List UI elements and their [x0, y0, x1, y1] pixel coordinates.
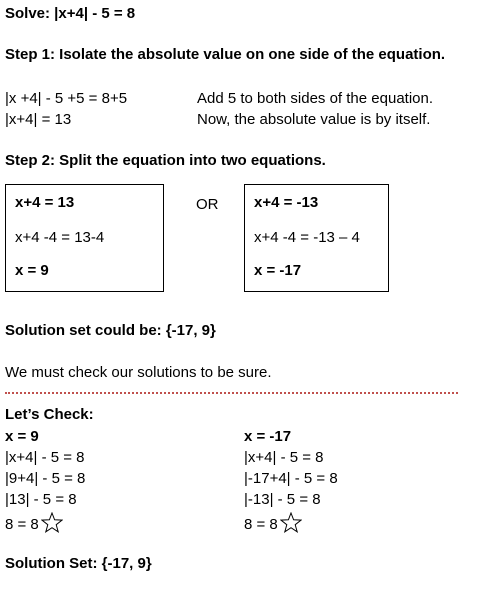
- check-left-line1: |x+4| - 5 = 8: [5, 449, 85, 466]
- step1-row1-equation: |x +4| - 5 +5 = 8+5: [5, 90, 128, 107]
- step2-heading: Step 2: Split the equation into two equations.: [5, 152, 326, 169]
- check-right-line3: |-13| - 5 = 8: [244, 491, 321, 508]
- step1-row2-equation: |x+4| = 13: [5, 111, 72, 128]
- or-label: OR: [196, 196, 219, 213]
- check-right-line2: |-17+4| - 5 = 8: [244, 470, 338, 487]
- right-box-line1: x+4 = -13: [254, 194, 319, 211]
- star-icon: [280, 512, 302, 538]
- left-box-line2: x+4 -4 = 13-4: [15, 229, 105, 246]
- solution-set: Solution Set: {-17, 9}: [5, 555, 152, 572]
- check-heading: Let’s Check:: [5, 406, 94, 423]
- star-icon: [41, 512, 63, 538]
- left-box-line3: x = 9: [15, 262, 49, 279]
- step1-row2-note: Now, the absolute value is by itself.: [197, 111, 431, 128]
- problem-title: Solve: |x+4| - 5 = 8: [5, 5, 136, 22]
- step1-heading: Step 1: Isolate the absolute value on one side of the equation.: [5, 46, 446, 63]
- step1-row1-note: Add 5 to both sides of the equation.: [197, 90, 434, 107]
- check-right-header: x = -17: [244, 428, 292, 445]
- check-left-line3: |13| - 5 = 8: [5, 491, 77, 508]
- check-right-line1: |x+4| - 5 = 8: [244, 449, 324, 466]
- right-box-line3: x = -17: [254, 262, 302, 279]
- check-left-line2: |9+4| - 5 = 8: [5, 470, 86, 487]
- dotted-divider: [5, 392, 458, 394]
- check-left-header: x = 9: [5, 428, 39, 445]
- check-left-result: 8 = 8: [5, 516, 39, 533]
- check-right-line4: [244, 512, 302, 538]
- right-equation-box: [244, 184, 389, 292]
- check-left-line4: [5, 512, 63, 538]
- right-box-line2: x+4 -4 = -13 – 4: [254, 229, 360, 246]
- solution-guess: Solution set could be: {-17, 9}: [5, 322, 216, 339]
- check-note: We must check our solutions to be sure.: [5, 364, 272, 381]
- check-right-result: 8 = 8: [244, 516, 278, 533]
- left-equation-box: [5, 184, 164, 292]
- left-box-line1: x+4 = 13: [15, 194, 75, 211]
